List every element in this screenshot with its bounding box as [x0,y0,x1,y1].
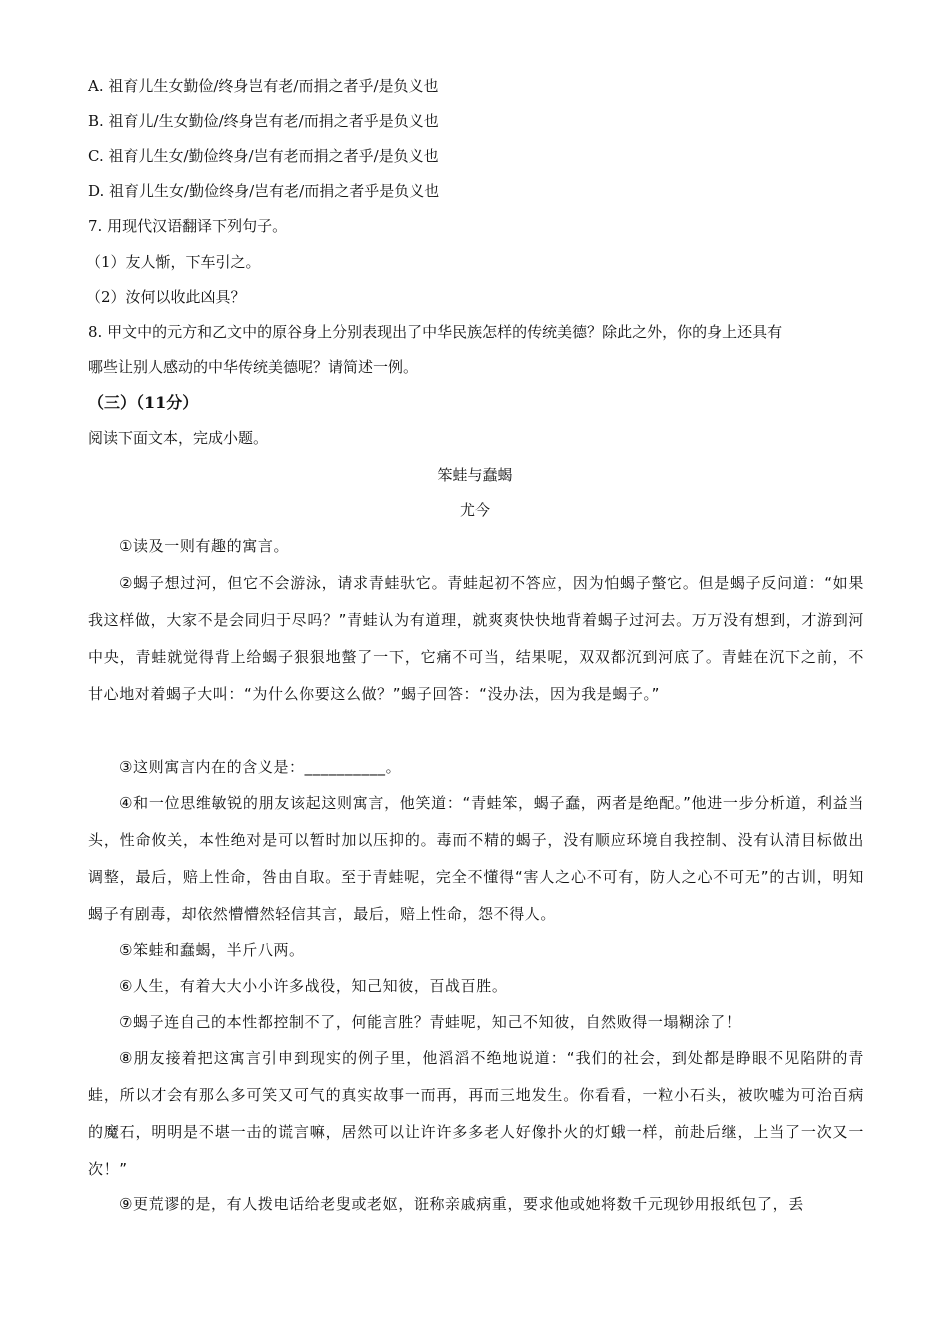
option-d: D. 祖育儿生女/勤俭终身/岂有老/而捐之者乎是负义也 [88,182,440,200]
article-author: 尤今 [459,501,490,519]
paragraph-5: ⑤笨蛙和蠢蝎，半斤八两。 [119,941,305,959]
option-b: B. 祖育儿/生女勤俭/终身岂有老/而捐之者乎是负义也 [88,112,439,130]
paragraph-1: ①读及一则有趣的寓言。 [119,537,290,555]
option-c: C. 祖育儿生女/勤俭终身/岂有老而捐之者乎/是负义也 [88,147,439,165]
section-3-heading: （三）（11分） [88,393,199,412]
paragraph-7: ⑦蝎子连自己的本性都控制不了，何能言胜？青蛙呢，知己不知彼，自然败得一塌糊涂了！ [119,1013,742,1031]
question-8-line-1: 8. 甲文中的元方和乙文中的原谷身上分别表现出了中华民族怎样的传统美德？除此之外，你的身上还具有 [88,323,783,341]
question-7-prompt: 7. 用现代汉语翻译下列句子。 [88,217,288,235]
paragraph-9: ⑨更荒谬的是，有人拨电话给老叟或老妪，诳称亲戚病重，要求他或她将数千元现钞用报纸包了，丢 [119,1195,804,1213]
paragraph-8: ⑧朋友接着把这寓言引申到现实的例子里，他滔滔不绝地说道：“我们的社会，到处都是睁眼不见陷阱的青蛙，所以才会有那么多可笑又可气的真实故事一而再，再而三地发生。你看看，一粒小石头，被吹嘘为可治百病的魔石，明明是不堪一击的谎言嘛，居然可以让许许多多老人好像扑火的灯蛾一样，前赴后继，上当了一次又一次！” [88,1049,864,1178]
article-title: 笨蛙与蠢蝎 [437,466,513,484]
option-a: A. 祖育儿生女勤俭/终身岂有老/而捐之者乎/是负义也 [88,77,439,95]
question-7-sentence-1: （1）友人惭，下车引之。 [86,253,261,271]
paragraph-3: ③这则寓言内在的含义是：__________。 [119,758,402,776]
question-7-sentence-2: （2）汝何以收此凶具？ [86,288,246,306]
paragraph-2: ②蝎子想过河，但它不会游泳，请求青蛙驮它。青蛙起初不答应，因为怕蝎子螫它。但是蝎子反问道：“如果我这样做，大家不是会同归于尽吗？”青蛙认为有道理，就爽爽快快地背着蝎子过河去。万万没有想到，才游到河中央，青蛙就觉得背上给蝎子狠狠地螫了一下，它痛不可当，结果呢，双双都沉到河底了。青蛙在沉下之前，不甘心地对着蝎子大叫：“为什么你要这么做？”蝎子回答：“没办法，因为我是蝎子。” [88,574,864,703]
paragraph-4: ④和一位思维敏锐的朋友该起这则寓言，他笑道：“青蛙笨，蝎子蠢，两者是绝配。”他进一步分析道，利益当头，性命攸关，本性绝对是可以暂时加以压抑的。毒而不精的蝎子，没有顺应环境自我控制、没有认清目标做出调整，最后，赔上性命，咎由自取。至于青蛙呢，完全不懂得“害人之心不可有，防人之心不可无”的古训，明知蝎子有剧毒，却依然懵懵然轻信其言，最后，赔上性命，怨不得人。 [88,794,864,923]
paragraph-6: ⑥人生，有着大大小小许多战役，知己知彼，百战百胜。 [119,977,508,995]
question-8-line-2: 哪些让别人感动的中华传统美德呢？请简述一例。 [88,358,419,376]
section-3-instruction: 阅读下面文本，完成小题。 [88,429,269,447]
